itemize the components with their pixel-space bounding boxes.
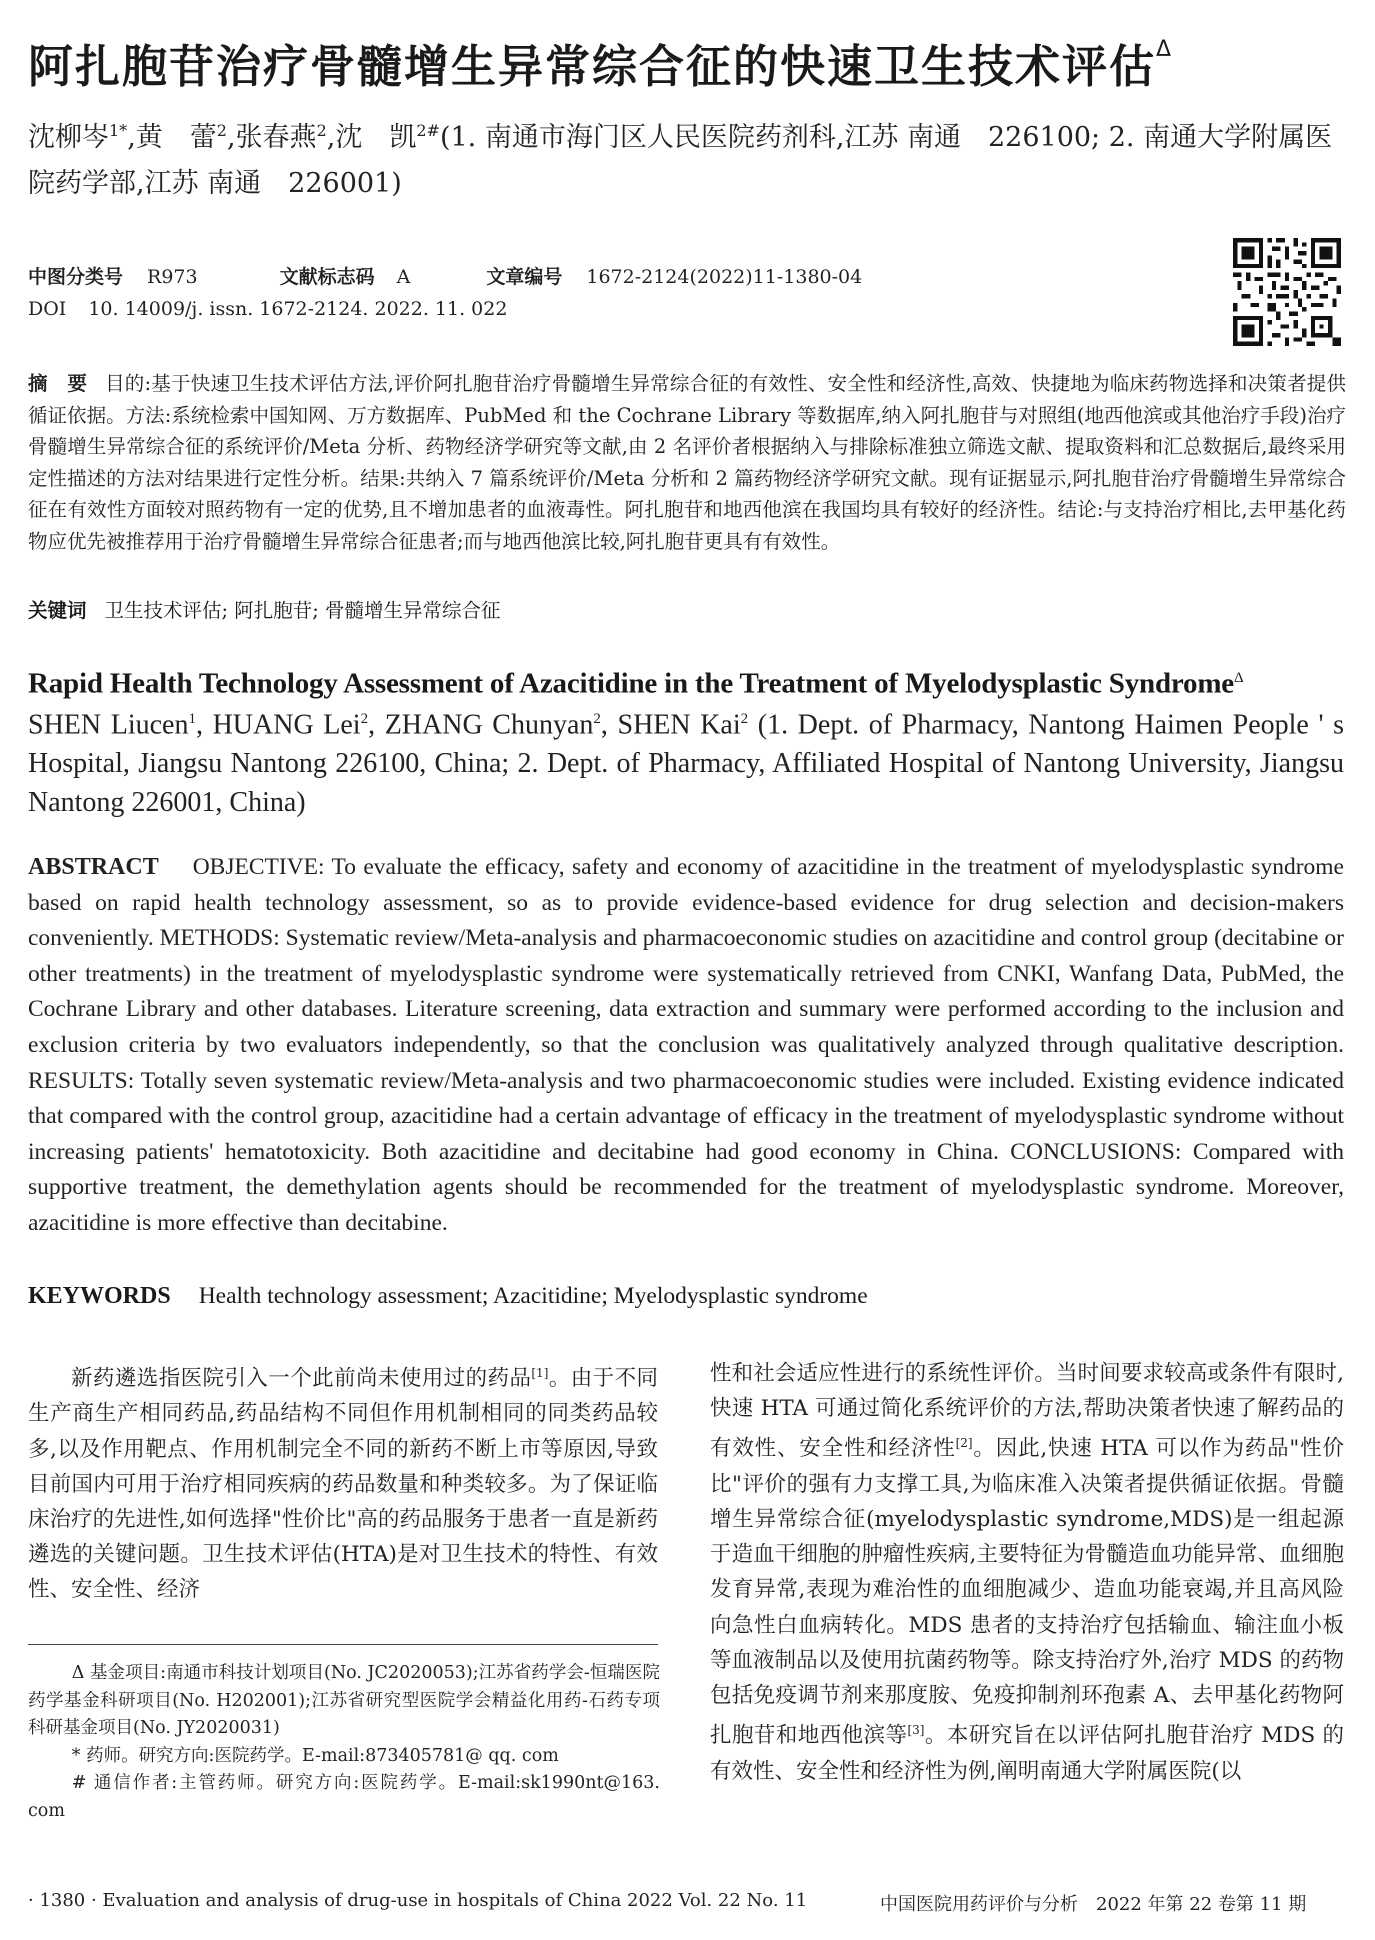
authors-en: [28, 700, 1344, 822]
author-2-cn: ,黄 蕾: [127, 122, 217, 153]
author-1-en-sup: 1: [188, 711, 196, 727]
qr-code-graphic: [1232, 238, 1342, 346]
author-3-cn-sup: 2: [316, 121, 327, 140]
body-right-text-2: 。因此,快速 HTA 可以作为药品"性价比"评价的强有力支撑工具,为临床准入决策者提供循证依据。骨髓增生异常综合征(myelodysplastic syndrome,MDS)是一组起源于造血干细胞的肿瘤性疾病,主要特征为骨髓造血功能异常、血细胞发育异常,表现为难治性的血细胞减少、造血功能衰竭,并且高风险向急性白血病转化。MDS 患者的支持治疗包括输血、输注血小板等血液制品以及使用抗菌药物等。除支持治疗外,治疗 MDS 的药物包括免疫调节剂来那度胺、免疫抑制剂环孢素 A、去甲基化药物阿扎胞苷和地西他滨等: [710, 1436, 1344, 1749]
doc-code-label: 文献标志码: [279, 266, 375, 288]
author-3-en: , ZHANG Chunyan: [368, 709, 594, 741]
keywords-cn: [28, 596, 1346, 626]
author-4-cn: ,沈 凯: [326, 122, 417, 153]
author-3-en-sup: 2: [593, 711, 601, 727]
citation-2[interactable]: [2]: [955, 1436, 973, 1451]
footnote-first-author: * 药师。研究方向:医院药学。E-mail:873405781@ qq. com: [71, 1745, 559, 1766]
doc-code-value: A: [396, 266, 411, 288]
authors-cn: [28, 108, 1348, 207]
keywords-cn-label: 关键词: [28, 599, 87, 622]
author-4-en-sup: 2: [740, 711, 749, 727]
abstract-en: [28, 850, 1344, 1242]
footnotes: [28, 1660, 660, 1825]
title-cn-text: 阿扎胞苷治疗骨髓增生异常综合征的快速卫生技术评估: [28, 40, 1157, 93]
article-no-label: 文章编号: [486, 266, 563, 288]
keywords-en: [28, 1280, 1344, 1312]
footnote-divider: [28, 1644, 658, 1645]
body-column-left: [28, 1356, 658, 1608]
title-cn-fund-mark: Δ: [1156, 37, 1174, 62]
abstract-cn: [28, 368, 1346, 558]
author-1-cn: 沈柳岑: [28, 122, 109, 153]
author-4-en: , SHEN Kai: [600, 709, 741, 741]
body-column-right: [710, 1356, 1344, 1789]
affiliation-cn: (1. 南通市海门区人民医院药剂科,江苏 南通 226100; 2. 南通大学附属医院药学部,江苏 南通 226001): [28, 122, 1333, 199]
keywords-en-label: KEYWORDS: [28, 1283, 171, 1309]
doi-line: [28, 298, 507, 320]
citation-3[interactable]: [3]: [907, 1723, 925, 1738]
classification-line: [28, 262, 862, 289]
page-footer-left: · 1380 · Evaluation and analysis of drug-use in hospitals of China 2022 Vol. 22 No. 11: [28, 1890, 808, 1911]
abstract-en-text: OBJECTIVE: To evaluate the efficacy, safety and economy of azacitidine in the treatment of myelodysplastic syndrome based on rapid health technology assessment, so as to provide evidence-based evidence for drug selection and decision-makers conveniently. METHODS: Systematic review/Meta-analysis and pharmacoeconomic studies on azacitidine and control group (decitabine or other treatments) in the treatment of myelodysplastic syndrome were systematically retrieved from CNKI, Wanfang Data, PubMed, the Cochrane Library and other databases. Literature screening, data extraction and summary were performed according to the inclusion and exclusion criteria by two evaluators independently, so that the conclusion was qualitatively analyzed through qualitative description. RESULTS: Totally seven systematic review/Meta-analysis and two pharmacoeconomic studies were included. Existing evidence indicated that compared with the control group, azacitidine had a certain advantage of efficacy in the treatment of myelodysplastic syndrome without increasing patients' hematotoxicity. Both azacitidine and decitabine had good economy in China. CONCLUSIONS: Compared with supportive treatment, the demethylation agents should be recommended for the treatment of myelodysplastic syndrome. Moreover, azacitidine is more effective than decitabine.: [28, 854, 1344, 1236]
doi-label: DOI: [28, 298, 67, 320]
author-1-en: SHEN Liucen: [28, 709, 189, 741]
article-title-cn: [28, 18, 1348, 99]
article-no-value: 1672-2124(2022)11-1380-04: [586, 266, 863, 288]
author-1-cn-sup: 1*: [109, 121, 128, 140]
keywords-en-text: Health technology assessment; Azacitidine; Myelodysplastic syndrome: [198, 1283, 868, 1309]
page-footer-right: 中国医院用药评价与分析 2022 年第 22 卷第 11 期: [880, 1894, 1307, 1915]
abstract-cn-text: 目的:基于快速卫生技术评估方法,评价阿扎胞苷治疗骨髓增生异常综合征的有效性、安全性和经济性,高效、快捷地为临床药物选择和决策者提供循证依据。方法:系统检索中国知网、万方数据库、PubMed 和 the Cochrane Library 等数据库,纳入阿扎胞苷与对照组(地西他滨或其他治疗手段)治疗骨髓增生异常综合征的系统评价/Meta 分析、药物经济学研究等文献,由 2 名评价者根据纳入与排除标准独立筛选文献、提取资料和汇总数据后,最终采用定性描述的方法对结果进行定性分析。结果:共纳入 7 篇系统评价/Meta 分析和 2 篇药物经济学研究文献。现有证据显示,阿扎胞苷治疗骨髓增生异常综合征在有效性方面较对照药物有一定的优势,且不增加患者的血液毒性。阿扎胞苷和地西他滨在我国均具有较好的经济性。结论:与支持治疗相比,去甲基化药物应优先被推荐用于治疗骨髓增生异常综合征患者;而与地西他滨比较,阿扎胞苷更具有有效性。: [28, 372, 1346, 553]
body-left-text-1: 新药遴选指医院引入一个此前尚未使用过的药品: [71, 1366, 532, 1392]
article-title-en: [28, 658, 1358, 704]
clc-value: R973: [147, 266, 198, 288]
keywords-cn-text: 卫生技术评估; 阿扎胞苷; 骨髓增生异常综合征: [104, 599, 501, 622]
body-left-text-2: 。由于不同生产商生产相同药品,药品结构不同但作用机制相同的同类药品较多,以及作用靶点、作用机制完全不同的新药不断上市等原因,导致目前国内可用于治疗相同疾病的药品数量和种类较多。为了保证临床治疗的先进性,如何选择"性价比"高的药品服务于患者一直是新药遴选的关键问题。卫生技术评估(HTA)是对卫生技术的特性、有效性、安全性、经济: [28, 1366, 658, 1603]
doi-value: 10. 14009/j. issn. 1672-2124. 2022. 11. 022: [88, 298, 508, 320]
qr-code[interactable]: [1232, 238, 1342, 346]
author-2-en-sup: 2: [360, 711, 369, 727]
body-right-text-3: 。本研究旨在以评估阿扎胞苷治疗 MDS 的有效性、安全性和经济性为例,阐明南通大学附属医院(以: [710, 1723, 1344, 1784]
citation-1[interactable]: [1]: [531, 1366, 549, 1380]
abstract-en-label: ABSTRACT: [28, 854, 159, 880]
author-4-cn-sup: 2#: [416, 121, 440, 140]
clc-label: 中图分类号: [28, 266, 124, 288]
abstract-cn-label: 摘 要: [28, 372, 88, 395]
footnote-corresponding-author: # 通信作者:主管药师。研究方向:医院药学。E-mail:sk1990nt@163. com: [28, 1773, 660, 1821]
author-3-cn: ,张春燕: [226, 122, 317, 153]
author-2-cn-sup: 2: [216, 121, 227, 140]
body-right-text-1: 性和社会适应性进行的系统性评价。当时间要求较高或条件有限时,快速 HTA 可通过简化系统评价的方法,帮助决策者快速了解药品的有效性、安全性和经济性: [710, 1361, 1344, 1462]
title-en-text: Rapid Health Technology Assessment of Azacitidine in the Treatment of Myelodysplastic Syndrome: [28, 667, 1234, 700]
footnote-fund: Δ 基金项目:南通市科技计划项目(No. JC2020053);江苏省药学会-恒瑞医院药学基金科研项目(No. H202001);江苏省研究型医院学会精益化用药-石药专项科研基金项目(No. JY2020031): [28, 1663, 660, 1738]
title-en-fund-mark: Δ: [1233, 670, 1244, 686]
author-2-en: , HUANG Lei: [195, 709, 361, 741]
affiliation-en: (1. Dept. of Pharmacy, Nantong Haimen People ' s Hospital, Jiangsu Nantong 226100, China; 2. Dept. of Pharmacy, Affiliated Hospital of Nantong University, Jiangsu Nantong 226001, China): [28, 709, 1344, 819]
